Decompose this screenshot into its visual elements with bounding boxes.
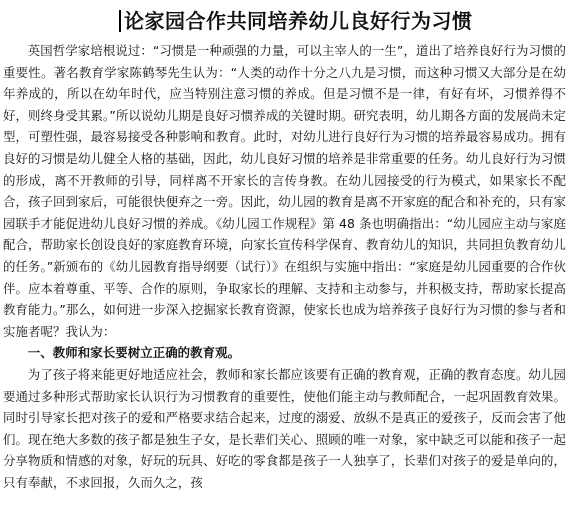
title-row bbox=[0, 6, 572, 36]
document-body bbox=[3, 40, 566, 493]
section-heading: 一、教师和家长要树立正确的教育观。 bbox=[27, 345, 241, 361]
text-cursor bbox=[119, 10, 121, 32]
paragraph-section-1: 为了孩子将来能更好地适应社会，教师和家长都应该要有正确的教育观，正确的教育态度。幼儿园要通过多种形式帮助家长认识行为习惯教育的重要性，使他们能主动与教师配合，一起巩固教育效果。同时引导家长把对孩子的爱和严格要求结合起来，过度的溺爱、放纵不是真正的爱孩子，反而会害了他们。现在绝大多数的孩子都是独生子女，是长辈们关心、照顾的唯一对象，家中缺乏可以能和孩子一起分享物质和情感的对象，好玩的玩具、好吃的零食都是孩子一人独享了，长辈们对孩子的爱是单向的，只有奉献，不求回报，久而久之，孩 bbox=[3, 366, 566, 490]
document-title: 论家园合作共同培养幼儿良好行为习惯 bbox=[124, 9, 473, 33]
paragraph-intro: 英国哲学家培根说过：“习惯是一种顽强的力量，可以主宰人的一生”，道出了培养良好行为习惯的重要性。著名教育学家陈鹤琴先生认为：“人类的动作十分之八九是习惯，而这种习惯又大部分是在幼年养成的，所以在幼年时代，应当特别注意习惯的养成。但是习惯不是一律，有好有坏，习惯养得不好，则终身受其累。”所以说幼儿期是良好习惯养成的关键时期。研究表明，幼儿期各方面的发展尚未定型，可塑性强，最容易接受各种影响和教育。此时，对幼儿进行良好行为习惯的培养最容易成功。拥有良好的习惯是幼儿健全人格的基础，因此，幼儿良好习惯的培养是非常重要的任务。幼儿良好行为习惯的形成，离不开教师的引导，同样离不开家长的言传身教。在幼儿园接受的行为模式，如果家长不配合，孩子回到家后，可能很快便弃之一旁。因此，幼儿园的教育是离不开家庭的配合和补充的，只有家园联手才能促进幼儿良好习惯的养成。《幼儿园工作规程》第 48 条也明确指出：“幼儿园应主动与家庭配合，帮助家长创设良好的家庭教育环境，向家长宣传科学保育、教育幼儿的知识，共同担负教育幼儿的任务。”新颁布的《幼儿园教育指导纲要（试行）》在组织与实施中指出：“家庭是幼儿园重要的合作伙伴。应本着尊重、平等、合作的原则，争取家长的理解、支持和主动参与，并积极支持，帮助家长提高教育能力。”那么，如何进一步深入挖掘家长教育资源，使家长也成为培养孩子良好行为习惯的参与者和实施者呢？我认为： bbox=[3, 43, 566, 339]
